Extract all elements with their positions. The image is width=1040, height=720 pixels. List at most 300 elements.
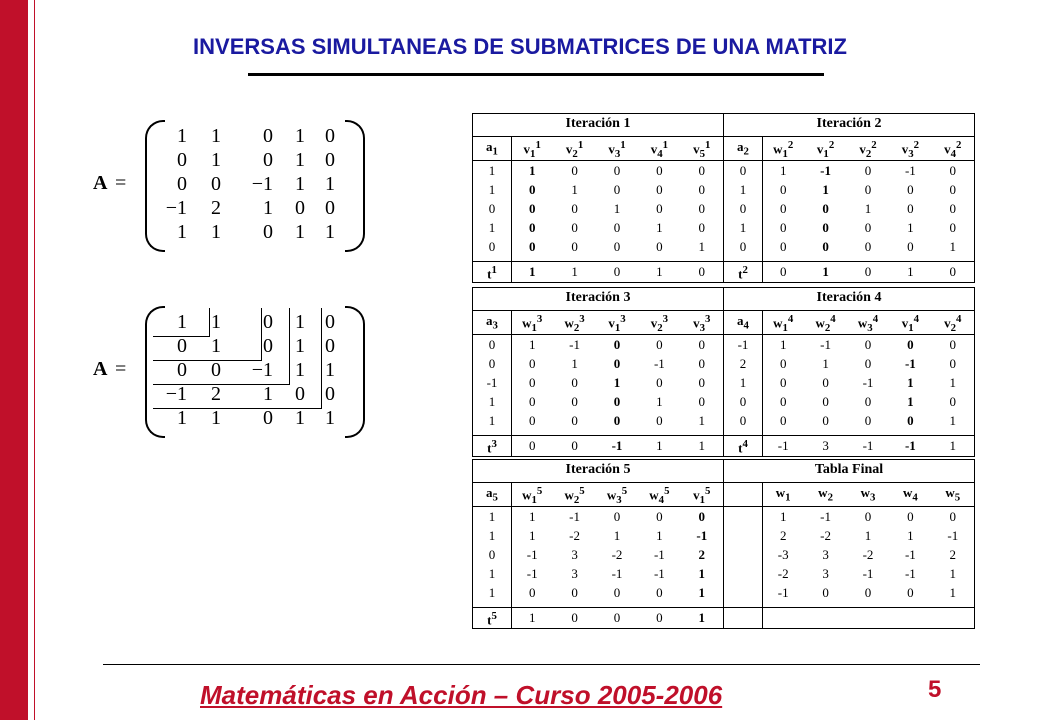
table-cell: 0 <box>949 163 957 178</box>
column-header: $w_2^5$ <box>564 485 585 506</box>
table-cell: 1 <box>613 201 621 216</box>
table-cell: -1 <box>777 585 789 600</box>
table-cell: 0 <box>613 163 621 178</box>
matrix-cell: 0 <box>177 149 187 171</box>
table-cell: 0 <box>779 356 787 371</box>
table-cell: 0 <box>528 220 536 235</box>
table-cell: 0 <box>822 201 829 216</box>
table-cell: 1 <box>779 163 787 178</box>
table-cell: 0 <box>698 375 706 390</box>
table-cell: 0 <box>656 413 663 428</box>
table-cell: 1 <box>613 528 621 543</box>
table-cell: 0 <box>822 239 829 254</box>
table-cell: 0 <box>779 182 787 197</box>
iteration-table <box>472 113 724 283</box>
table-cell: -1 <box>653 566 665 581</box>
table-title: Tabla Final <box>814 462 884 477</box>
table-cell: 0 <box>571 375 578 390</box>
table-t-value: 0 <box>949 264 957 279</box>
table-cell: 0 <box>779 239 787 254</box>
table-t-value: 1 <box>571 264 578 279</box>
matrix-cell: −1 <box>165 197 187 219</box>
matrix-cell: 1 <box>211 125 221 147</box>
table-cell: 0 <box>613 337 621 352</box>
matrix-a-staircase <box>93 306 383 438</box>
table-cell: 0 <box>528 394 536 409</box>
table-t-label: $t^5$ <box>487 610 497 628</box>
table-t-value: 1 <box>656 264 663 279</box>
table-cell: 0 <box>571 394 578 409</box>
table-cell: 0 <box>739 201 747 216</box>
table-cell: 0 <box>656 182 663 197</box>
table-cell: -1 <box>526 547 538 562</box>
table-cell: 0 <box>656 201 663 216</box>
column-header: $a_4$ <box>737 313 749 332</box>
table-cell: 0 <box>822 585 829 600</box>
table-cell: -2 <box>611 547 623 562</box>
table-cell: 1 <box>864 201 872 216</box>
matrix-cell: 0 <box>325 335 335 357</box>
table-t-value: 1 <box>698 438 706 453</box>
table-cell: 0 <box>779 201 787 216</box>
table-cell: 1 <box>656 528 663 543</box>
table-cell: 1 <box>613 375 621 390</box>
matrix-cell: 1 <box>325 221 335 243</box>
matrix-cell: 0 <box>295 383 305 405</box>
matrix-equals: = <box>115 172 127 194</box>
table-cell: 3 <box>571 566 578 581</box>
table-t-value: 1 <box>822 264 829 279</box>
matrix-cell: 1 <box>177 125 187 147</box>
column-header: $w_3^5$ <box>606 485 628 506</box>
table-cell: 0 <box>488 356 496 371</box>
staircase-line <box>153 308 322 409</box>
matrix-cell: 1 <box>295 311 305 333</box>
table-cell: 1 <box>949 566 957 581</box>
column-header: $a_3$ <box>486 313 498 332</box>
table-cell: 0 <box>949 182 957 197</box>
column-header: $w_3^4$ <box>857 313 879 334</box>
matrix-cell: 1 <box>295 125 305 147</box>
table-cell: 1 <box>698 566 706 581</box>
page-number: 5 <box>928 676 942 703</box>
table-cell: 0 <box>613 509 621 524</box>
column-header: $v_3^3$ <box>693 313 711 334</box>
matrix-cell: 0 <box>263 335 273 357</box>
matrix-cell: 1 <box>177 221 187 243</box>
table-t-value: -1 <box>777 438 789 453</box>
table-t-value: 0 <box>528 438 536 453</box>
table-title: Iteración 5 <box>565 462 631 477</box>
table-t-value: 1 <box>949 438 957 453</box>
table-cell: 0 <box>949 394 957 409</box>
table-cell: 3 <box>571 547 578 562</box>
table-cell: 1 <box>739 182 747 197</box>
column-header: $v_2^1$ <box>565 139 584 160</box>
table-cell: 0 <box>528 375 536 390</box>
table-cell: 1 <box>488 163 496 178</box>
iteration-table <box>723 113 975 283</box>
table-cell: 0 <box>779 413 787 428</box>
matrix-cell: 1 <box>211 149 221 171</box>
table-cell: 0 <box>907 201 914 216</box>
table-cell: 0 <box>698 220 706 235</box>
table-cell: 0 <box>864 585 872 600</box>
table-cell: -1 <box>904 356 916 371</box>
table-cell: 0 <box>613 182 621 197</box>
table-cell: 1 <box>528 528 536 543</box>
table-cell: -1 <box>737 337 749 352</box>
matrix-cell: 1 <box>211 311 221 333</box>
table-cell: 0 <box>864 394 872 409</box>
table-cell: 0 <box>907 413 914 428</box>
table-cell: 0 <box>571 201 578 216</box>
table-t-value: 1 <box>656 438 663 453</box>
table-cell: 1 <box>488 182 496 197</box>
table-cell: 0 <box>949 337 957 352</box>
table-cell: -2 <box>569 528 580 543</box>
table-t-value: 0 <box>864 264 872 279</box>
table-cell: 0 <box>864 337 872 352</box>
table-cell: 0 <box>949 509 957 524</box>
table-cell: -1 <box>904 547 916 562</box>
table-cell: 0 <box>656 337 663 352</box>
table-cell: 0 <box>488 201 496 216</box>
matrix-cell: 0 <box>211 359 221 381</box>
table-t-label: $t^2$ <box>738 264 748 282</box>
table-cell: 0 <box>488 239 496 254</box>
table-cell: -1 <box>653 547 665 562</box>
table-cell: 0 <box>698 201 706 216</box>
table-cell: 0 <box>698 394 706 409</box>
table-cell: -1 <box>611 566 623 581</box>
matrix-cell: 0 <box>263 407 273 429</box>
table-cell: 1 <box>656 220 663 235</box>
matrix-cell: 1 <box>325 359 335 381</box>
column-header: $v_4^2$ <box>944 139 962 160</box>
table-cell: 1 <box>822 182 829 197</box>
table-cell: -1 <box>486 375 498 390</box>
table-t-value: 0 <box>571 610 578 625</box>
matrix-cell: 1 <box>295 173 305 195</box>
table-cell: 0 <box>613 394 621 409</box>
matrix-cell: 0 <box>325 149 335 171</box>
table-cell: 0 <box>613 356 621 371</box>
table-cell: 1 <box>779 509 787 524</box>
table-title: Iteración 4 <box>816 290 882 305</box>
matrix-cell: 0 <box>325 383 335 405</box>
matrix-cell: 0 <box>263 311 273 333</box>
matrix-label: A <box>93 172 108 194</box>
table-t-value: 1 <box>698 610 706 625</box>
matrix-cell: 1 <box>325 173 335 195</box>
column-header: $v_3^1$ <box>608 139 626 160</box>
table-cell: 0 <box>571 413 578 428</box>
table-title: Iteración 1 <box>565 116 631 131</box>
column-header: $v_1^4$ <box>901 313 920 334</box>
matrix-cell: 1 <box>295 407 305 429</box>
table-t-label: $t^4$ <box>738 438 748 456</box>
column-header: $w_1^2$ <box>773 139 794 160</box>
table-cell: 1 <box>698 585 706 600</box>
iteration-table <box>723 287 975 457</box>
table-cell: -1 <box>904 566 916 581</box>
table-cell: -1 <box>696 528 708 543</box>
table-cell: -1 <box>862 375 874 390</box>
table-cell: 0 <box>822 220 829 235</box>
matrix-cell: 1 <box>177 407 187 429</box>
table-cell: 0 <box>949 220 957 235</box>
table-t-value: 3 <box>822 438 829 453</box>
matrix-cell: 0 <box>263 149 273 171</box>
table-t-label: $t^3$ <box>487 438 497 456</box>
iteration-table <box>472 459 724 629</box>
table-cell: 0 <box>949 201 957 216</box>
table-cell: 0 <box>571 163 578 178</box>
table-cell: -1 <box>569 337 580 352</box>
table-cell: -1 <box>653 356 665 371</box>
table-t-value: 0 <box>698 264 706 279</box>
table-cell: 0 <box>656 509 663 524</box>
matrix-cell: 1 <box>263 197 273 219</box>
table-t-value: 0 <box>656 610 663 625</box>
table-t-label: $t^1$ <box>487 264 497 282</box>
table-cell: 0 <box>656 585 663 600</box>
column-header: $v_4^1$ <box>650 139 669 160</box>
table-cell: 2 <box>698 547 706 562</box>
column-header: $w_4^5$ <box>649 485 670 506</box>
table-cell: 1 <box>488 528 496 543</box>
left-accent-bar <box>0 0 28 720</box>
table-t-value: -1 <box>862 438 874 453</box>
column-header: $v_1^3$ <box>608 313 626 334</box>
title-underline <box>248 73 824 76</box>
table-cell: -2 <box>820 528 831 543</box>
table-cell: 1 <box>488 566 496 581</box>
matrix-cell: −1 <box>251 173 273 195</box>
table-cell: 1 <box>779 337 787 352</box>
table-cell: 1 <box>949 413 957 428</box>
matrix-cell: 1 <box>295 221 305 243</box>
table-cell: 0 <box>698 509 706 524</box>
table-cell: 1 <box>907 220 914 235</box>
table-cell: 0 <box>613 239 621 254</box>
matrix-cell: 0 <box>177 173 187 195</box>
column-header: $v_3^2$ <box>901 139 920 160</box>
footer-text: Matemáticas en Acción – Curso 2005-2006 <box>200 680 723 710</box>
table-cell: 0 <box>779 394 787 409</box>
matrix-cell: 0 <box>211 173 221 195</box>
column-header: $w_1^5$ <box>522 485 543 506</box>
column-header: $v_1^1$ <box>523 139 541 160</box>
table-cell: 1 <box>907 375 914 390</box>
table-cell: 0 <box>739 413 747 428</box>
table-cell: 0 <box>656 163 663 178</box>
table-cell: 0 <box>698 163 706 178</box>
table-cell: 1 <box>949 239 957 254</box>
table-cell: 0 <box>907 182 914 197</box>
matrix-cell: 1 <box>211 335 221 357</box>
iteration-table <box>472 287 724 457</box>
table-cell: 1 <box>739 220 747 235</box>
column-header: $w_4$ <box>902 485 918 504</box>
table-cell: 0 <box>822 413 829 428</box>
table-cell: -1 <box>947 528 959 543</box>
table-cell: 1 <box>488 220 496 235</box>
table-t-value: 0 <box>571 438 578 453</box>
right-paren <box>345 120 365 252</box>
table-cell: 0 <box>613 413 621 428</box>
table-cell: -1 <box>862 566 874 581</box>
table-cell: 0 <box>698 182 706 197</box>
table-cell: 1 <box>488 413 496 428</box>
table-cell: 0 <box>656 239 663 254</box>
footer-rule <box>103 664 980 665</box>
column-header: $w_1^3$ <box>522 313 543 334</box>
table-cell: -1 <box>820 163 831 178</box>
table-cell: 0 <box>864 220 872 235</box>
left-paren <box>145 120 165 252</box>
table-cell: 0 <box>488 337 496 352</box>
table-cell: 0 <box>613 220 621 235</box>
table-title: Iteración 3 <box>565 290 631 305</box>
table-t-value: -1 <box>611 438 623 453</box>
column-header: $v_2^3$ <box>650 313 669 334</box>
table-cell: 0 <box>864 182 872 197</box>
table-cell: 0 <box>864 356 872 371</box>
table-cell: -1 <box>569 509 580 524</box>
matrix-cell: 0 <box>325 197 335 219</box>
column-header: $a_2$ <box>737 139 749 158</box>
table-cell: 1 <box>488 509 496 524</box>
table-cell: 0 <box>949 356 957 371</box>
table-cell: 0 <box>779 220 787 235</box>
column-header: $w_2^4$ <box>815 313 836 334</box>
matrix-cell: 2 <box>211 383 221 405</box>
table-cell: 0 <box>613 585 621 600</box>
table-cell: 1 <box>698 239 706 254</box>
table-cell: 0 <box>739 239 747 254</box>
table-cell: 2 <box>739 356 747 371</box>
table-cell: 1 <box>656 394 663 409</box>
matrix-cell: 1 <box>325 407 335 429</box>
table-t-value: 1 <box>907 264 914 279</box>
table-cell: 0 <box>864 509 872 524</box>
table-cell: 0 <box>864 413 872 428</box>
column-header: $w_2$ <box>818 485 833 504</box>
table-cell: 1 <box>739 375 747 390</box>
table-cell: 0 <box>739 394 747 409</box>
table-cell: 0 <box>571 239 578 254</box>
table-t-value: -1 <box>904 438 916 453</box>
table-t-value: 1 <box>528 264 536 279</box>
table-cell: 1 <box>907 394 914 409</box>
matrix-cell: 1 <box>211 221 221 243</box>
table-cell: 0 <box>907 509 914 524</box>
iteration-table <box>723 459 975 629</box>
table-cell: 0 <box>698 337 706 352</box>
matrix-cell: 0 <box>263 125 273 147</box>
table-cell: -1 <box>526 566 538 581</box>
column-header: $w_1$ <box>775 485 791 504</box>
table-t-value: 0 <box>613 610 621 625</box>
slide-title: INVERSAS SIMULTANEAS DE SUBMATRICES DE UNA MATRIZ <box>193 34 847 59</box>
matrix-cell: 1 <box>295 149 305 171</box>
table-cell: 1 <box>528 163 536 178</box>
table-t-value: 0 <box>613 264 621 279</box>
column-header: $v_1^5$ <box>693 485 711 506</box>
table-cell: 0 <box>779 375 787 390</box>
matrix-cell: 1 <box>263 383 273 405</box>
table-t-value: 0 <box>779 264 787 279</box>
table-cell: 0 <box>864 239 872 254</box>
column-header: $v_2^4$ <box>944 313 962 334</box>
table-cell: -2 <box>777 566 789 581</box>
table-cell: 2 <box>779 528 787 543</box>
table-cell: 0 <box>864 163 872 178</box>
matrix-cell: 0 <box>177 335 187 357</box>
table-title: Iteración 2 <box>816 116 882 131</box>
table-cell: 1 <box>864 528 872 543</box>
matrix-label: A <box>93 358 108 380</box>
table-cell: 1 <box>949 375 957 390</box>
column-header: $w_1^4$ <box>773 313 794 334</box>
matrix-equals: = <box>115 358 127 380</box>
table-cell: 0 <box>822 375 829 390</box>
table-cell: 1 <box>528 509 536 524</box>
table-cell: 0 <box>571 585 578 600</box>
table-cell: 3 <box>822 566 829 581</box>
table-cell: 0 <box>528 201 536 216</box>
table-cell: 0 <box>571 220 578 235</box>
table-cell: 0 <box>528 182 536 197</box>
matrix-cell: 0 <box>325 311 335 333</box>
table-cell: 0 <box>822 394 829 409</box>
table-cell: 2 <box>949 547 957 562</box>
column-header: $v_2^2$ <box>859 139 877 160</box>
matrix-cell: −1 <box>251 359 273 381</box>
table-cell: 1 <box>488 394 496 409</box>
table-cell: 0 <box>907 239 914 254</box>
matrix-cell: 1 <box>177 311 187 333</box>
matrix-cell: 0 <box>263 221 273 243</box>
column-header: $a_5$ <box>486 485 498 504</box>
table-cell: 1 <box>571 182 578 197</box>
table-cell: 0 <box>739 163 747 178</box>
table-cell: 0 <box>698 356 706 371</box>
column-header: $v_5^1$ <box>693 139 711 160</box>
table-cell: 1 <box>949 585 957 600</box>
matrix-cell: 1 <box>295 335 305 357</box>
left-accent-line <box>34 0 35 720</box>
table-cell: 0 <box>907 585 914 600</box>
right-paren <box>345 306 365 438</box>
table-cell: 0 <box>528 585 536 600</box>
table-cell: -1 <box>820 509 831 524</box>
table-cell: 1 <box>907 528 914 543</box>
table-t-value: 1 <box>528 610 536 625</box>
table-cell: 0 <box>528 413 536 428</box>
column-header: $w_2^3$ <box>564 313 585 334</box>
table-cell: 1 <box>822 356 829 371</box>
table-cell: -2 <box>862 547 874 562</box>
table-cell: -3 <box>777 547 789 562</box>
matrix-cell: 2 <box>211 197 221 219</box>
table-cell: 1 <box>698 413 706 428</box>
table-cell: 1 <box>528 337 536 352</box>
table-cell: 0 <box>488 547 496 562</box>
table-cell: 3 <box>822 547 829 562</box>
